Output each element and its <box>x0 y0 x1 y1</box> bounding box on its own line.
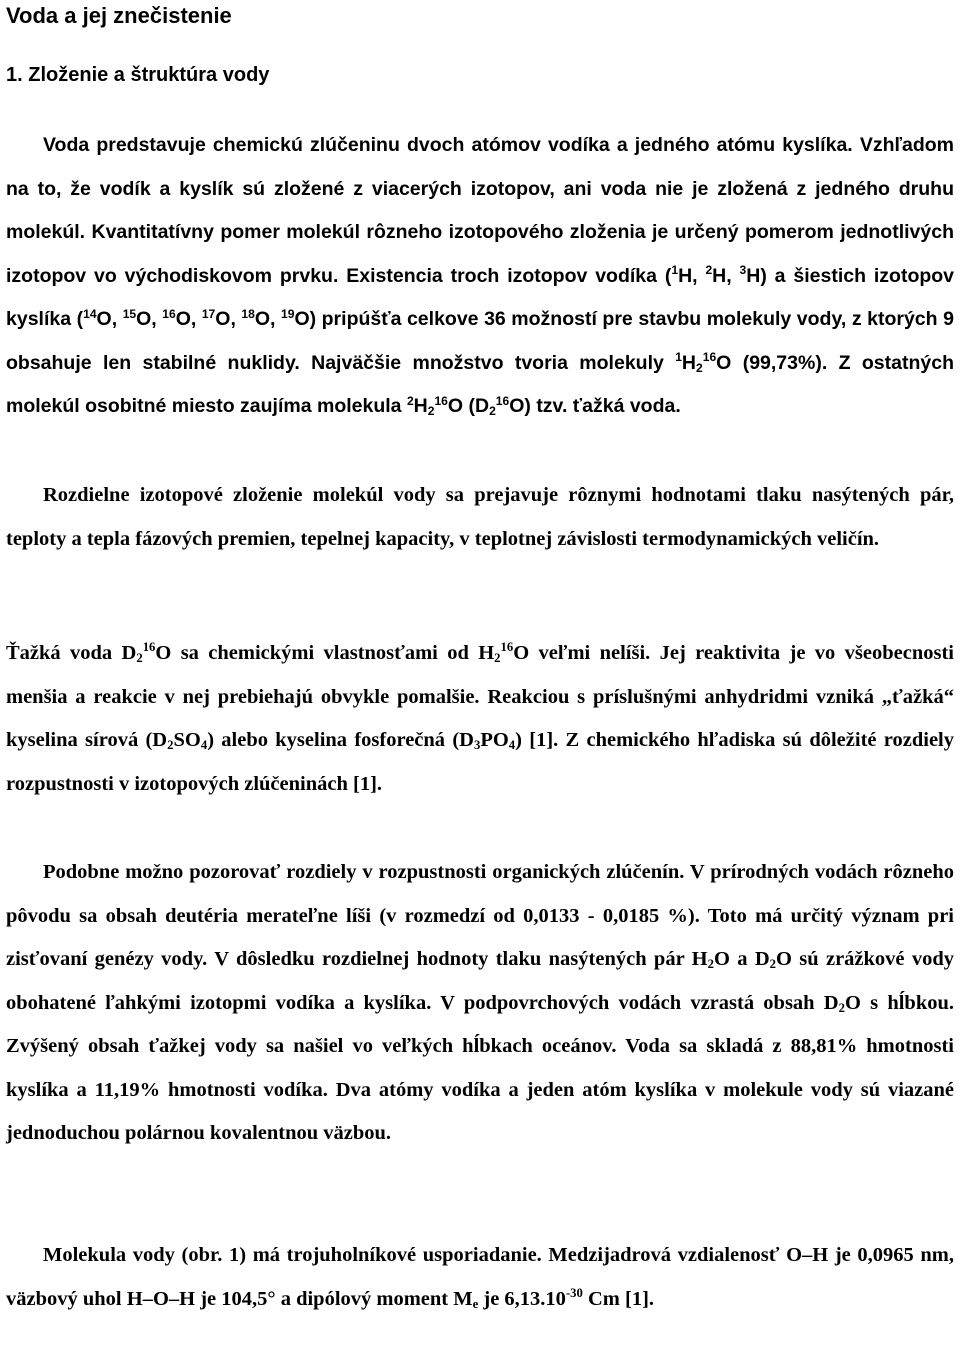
subscript: 4 <box>200 738 208 753</box>
text-run: Podobne možno pozorovať rozdiely v rozpustnosti organických zlúčenín. V prírodných vodách rôzneho pôvodu sa obsah deutéria merateľne líši (v rozmedzí od 0,0133 - 0,0185 %). Toto má určitý význam pri zisťovaní genézy vody. V dôsledku rozdielnej hodnoty tlaku nasýtených pár H <box>6 861 954 970</box>
superscript: 16 <box>142 640 156 655</box>
text-run: O, <box>175 308 202 330</box>
subscript: 2 <box>838 1000 845 1015</box>
text-run: je 6,13.10 <box>478 1287 566 1310</box>
text-run: O sú zrážkové vody obohatené ľahkými izotopmi vodíka a kyslíka. V podpovrchových vodách vzrastá obsah D <box>6 948 955 1014</box>
paragraph-composition <box>6 124 954 429</box>
text-run: Molekula vody (obr. 1) má trojuholníkové usporiadanie. Medzijadrová vzdialenosť O–H je 0,0965 nm, väzbový uhol H–O–H je 104,5° a dipólový moment M <box>6 1244 954 1310</box>
text-run: O, <box>136 308 163 330</box>
paragraph-heavy-water <box>6 632 954 806</box>
text-run: Rozdielne izotopové zloženie molekúl vody sa prejavuje rôznymi hodnotami tlaku nasýtených pár, teploty a tepla fázových premien, tepelnej kapacity, v teplotnej závislosti termodynamických veličín. <box>6 484 954 550</box>
text-run: H) a šiestich izotopov kyslíka ( <box>6 264 955 330</box>
text-run: O a D <box>713 948 770 970</box>
paragraph-isotope-properties <box>6 474 954 561</box>
text-run: Cm [1]. <box>582 1287 655 1310</box>
superscript: 3 <box>739 263 747 278</box>
subscript: e <box>472 1296 479 1311</box>
text-run: ) alebo kyselina fosforečná (D <box>207 729 474 751</box>
subscript: 2 <box>696 360 703 375</box>
superscript: 1 <box>671 263 679 278</box>
text-run: Voda predstavuje chemickú zlúčeninu dvoch atómov vodíka a jedného atómu kyslíka. Vzhľadom na to, že vodík a kyslík sú zložené z viacerých izotopov, ani voda nie je zložená z jedného druhu molekúl. Kvantitatívny pomer molekúl rôzneho izotopového zloženia je určený pomerom jednotlivých izotopov vo východiskovom prvku. Existencia troch izotopov vodíka ( <box>6 134 954 287</box>
superscript: 17 <box>201 306 216 321</box>
text-run: H, <box>712 264 740 287</box>
superscript: 16 <box>495 393 510 408</box>
text-run: O, <box>254 308 281 330</box>
superscript: 16 <box>500 640 514 655</box>
subscript: 2 <box>489 404 496 419</box>
text-run: H <box>681 351 697 374</box>
superscript: 19 <box>281 306 295 321</box>
superscript: 16 <box>702 350 717 365</box>
text-run: O sa chemickými vlastnosťami od H <box>155 642 495 664</box>
section-heading: 1. Zloženie a štruktúra vody <box>6 64 270 86</box>
text-run: SO <box>173 729 201 751</box>
text-run: O, <box>215 308 242 330</box>
text-run: ) [1]. Z chemického hľadiska sú dôležité rozdiely rozpustnosti v izotopových zlúčeninách [1]. <box>6 729 954 795</box>
superscript: 18 <box>241 306 255 321</box>
subscript: 3 <box>473 738 481 753</box>
text-run: Ťažká voda D <box>6 642 137 664</box>
text-run: O, <box>96 308 123 330</box>
subscript: 2 <box>167 738 174 753</box>
text-run: O veľmi nelíši. Jej reaktivita je vo všeobecnosti menšia a reakcie v nej prebiehajú obvykle pomalšie. Reakciou s príslušnými anhydridmi vzniká „ťažká“ kyselina sírová (D <box>6 642 954 751</box>
subscript: 2 <box>427 404 435 419</box>
document-title: Voda a jej znečistenie <box>6 3 232 28</box>
text-run: O (D <box>447 395 490 417</box>
subscript: 4 <box>508 738 516 753</box>
text-run: H <box>413 395 428 417</box>
superscript: 15 <box>122 306 137 321</box>
subscript: 2 <box>769 957 776 972</box>
text-run: O) tzv. ťažká voda. <box>509 395 681 417</box>
subscript: 2 <box>136 651 143 666</box>
paragraph-molecule-geometry <box>6 1234 954 1321</box>
text-run: O (99,73%). Z ostatných molekúl osobitné miesto zaujíma molekula <box>6 351 954 417</box>
superscript: 1 <box>675 350 682 365</box>
text-run: O s hĺbkou. Zvýšený obsah ťažkej vody sa našiel vo veľkých hĺbkach oceánov. Voda sa skladá z 88,81% hmotnosti kyslíka a 11,19% hmotnosti vodíka. Dva atómy vodíka a jeden atóm kyslíka v molekule vody sú viazané jednoduchou polárnou kovalentnou väzbou. <box>6 991 954 1144</box>
text-run: H, <box>678 264 706 287</box>
superscript: 2 <box>406 393 414 408</box>
superscript: -30 <box>565 1285 583 1300</box>
superscript: 16 <box>434 393 448 408</box>
superscript: 16 <box>162 306 176 321</box>
subscript: 2 <box>494 651 501 666</box>
superscript: 2 <box>705 263 713 278</box>
superscript: 14 <box>83 306 97 321</box>
paragraph-solubility <box>6 851 954 1156</box>
text-run: PO <box>480 729 509 751</box>
text-run: O) pripúšťa celkove 36 možností pre stavbu molekuly vody, z ktorých 9 obsahuje len stabilné nuklidy. Najväčšie množstvo tvoria molekuly <box>6 308 954 374</box>
subscript: 2 <box>707 957 714 972</box>
